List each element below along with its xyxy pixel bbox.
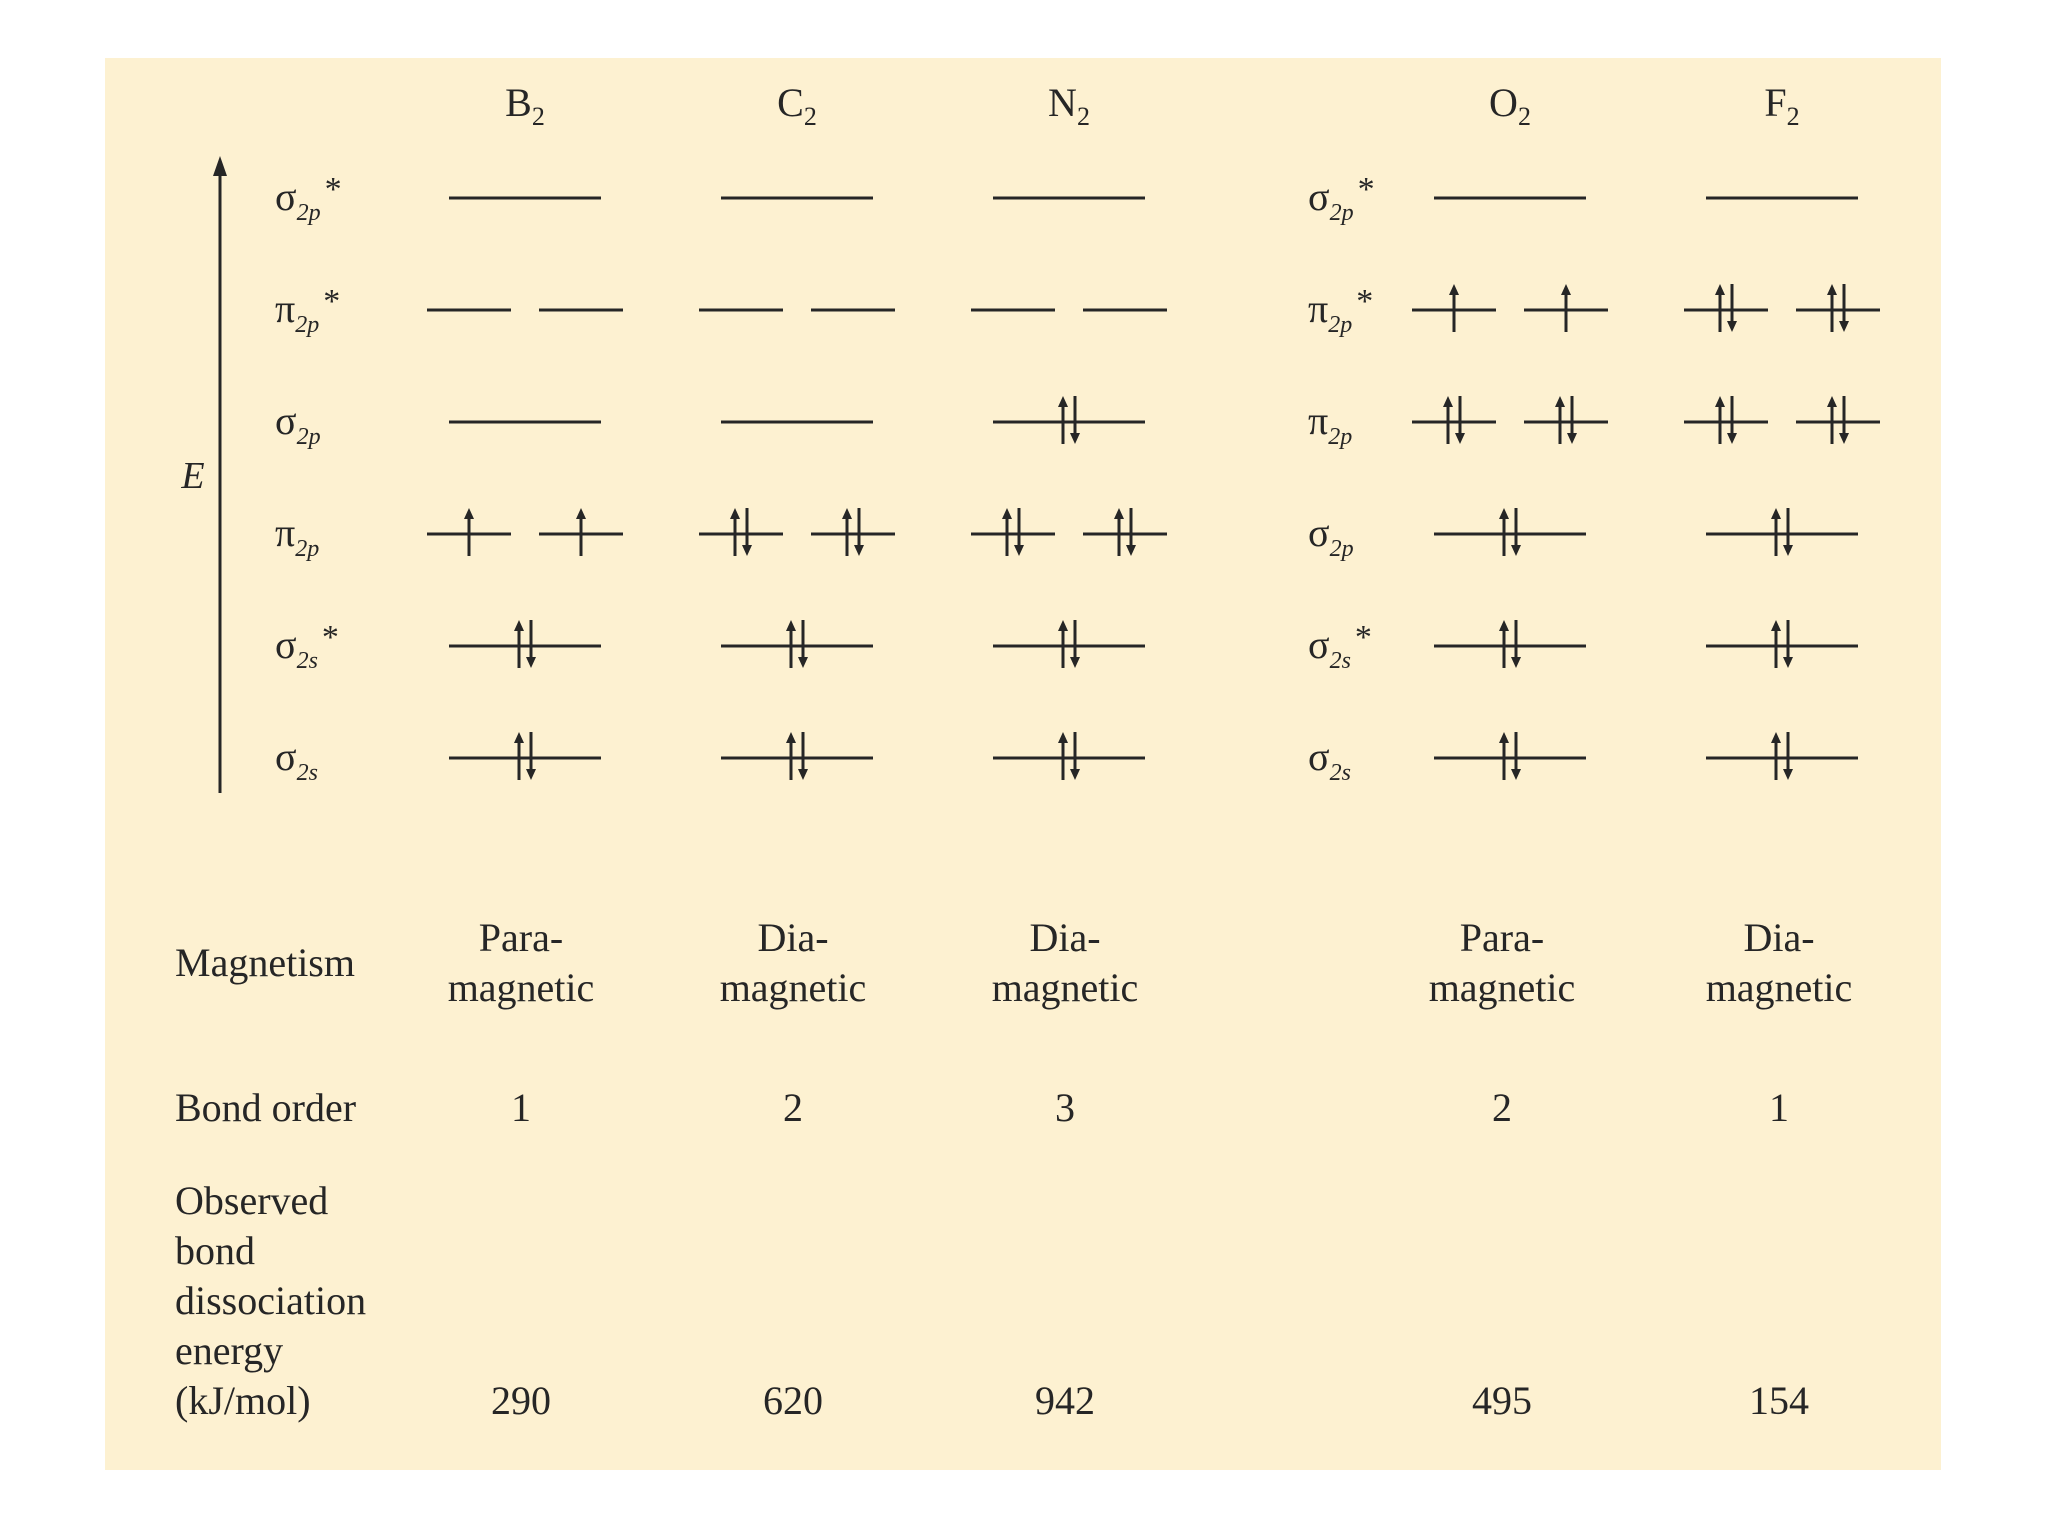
- orbital-f2-level-2-b-electron-up-head: [1827, 396, 1837, 407]
- magnetism-b2: Para- magnetic: [447, 915, 595, 1010]
- orbital-o2-level-4-electron-down-head: [1511, 657, 1521, 668]
- energy-axis-arrowhead: [213, 156, 227, 176]
- orbital-label-right-5: $\sigma_{2s}$: [1308, 734, 1351, 786]
- dissociation-energy-c2: 620: [763, 1378, 823, 1423]
- orbital-n2-level-3-a-electron-up-head: [1002, 508, 1012, 519]
- molecule-header-b2: $B_2$: [505, 80, 545, 131]
- orbital-o2-level-2-b-electron-up-head: [1555, 396, 1565, 407]
- orbital-o2-level-2-b-electron-down-head: [1567, 433, 1577, 444]
- orbital-o2-level-5-electron-up-head: [1499, 732, 1509, 743]
- orbital-label-left-5: $\sigma_{2s}$: [275, 734, 318, 786]
- orbital-f2-level-2-a-electron-down-head: [1727, 433, 1737, 444]
- orbital-f2-level-3-electron-down-head: [1783, 545, 1793, 556]
- orbital-n2-level-5-electron-down-head: [1070, 769, 1080, 780]
- molecule-header-o2: $O_2$: [1489, 80, 1531, 131]
- mo-energy-level-diagram: [105, 58, 1941, 878]
- orbital-label-left-0: $\sigma_{2p}^*$: [275, 171, 342, 226]
- orbital-label-right-4: $\sigma_{2s}^*$: [1308, 619, 1372, 674]
- orbital-n2-level-2-electron-down-head: [1070, 433, 1080, 444]
- orbital-o2-level-4-electron-up-head: [1499, 620, 1509, 631]
- orbital-c2-level-3-b-electron-up-head: [842, 508, 852, 519]
- orbital-n2-level-3-b-electron-up-head: [1114, 508, 1124, 519]
- orbital-f2-level-5-electron-down-head: [1783, 769, 1793, 780]
- molecule-header-n2: $N_2$: [1048, 80, 1090, 131]
- orbital-c2-level-3-b-electron-down-head: [854, 545, 864, 556]
- energy-axis-label: E: [181, 455, 205, 497]
- orbital-f2-level-1-b-electron-down-head: [1839, 321, 1849, 332]
- orbital-o2-level-3-electron-down-head: [1511, 545, 1521, 556]
- orbital-n2-level-3-a-electron-down-head: [1014, 545, 1024, 556]
- orbital-c2-level-5-electron-down-head: [798, 769, 808, 780]
- orbital-b2-level-5-electron-up-head: [514, 732, 524, 743]
- molecule-header-c2: $C_2$: [777, 80, 817, 131]
- dissociation-energy-f2: 154: [1749, 1378, 1809, 1423]
- orbital-n2-level-2-electron-up-head: [1058, 396, 1068, 407]
- orbital-c2-level-5-electron-up-head: [786, 732, 796, 743]
- bond-order-o2: 2: [1492, 1085, 1512, 1130]
- orbital-f2-level-1-b-electron-up-head: [1827, 284, 1837, 295]
- orbital-label-right-0: $\sigma_{2p}^*$: [1308, 171, 1375, 226]
- orbital-f2-level-5-electron-up-head: [1771, 732, 1781, 743]
- orbital-n2-level-5-electron-up-head: [1058, 732, 1068, 743]
- orbital-o2-level-1-b-electron-up-head: [1561, 284, 1571, 295]
- orbital-f2-level-2-a-electron-up-head: [1715, 396, 1725, 407]
- bond-order-b2: 1: [511, 1085, 531, 1130]
- dissociation-energy-b2: 290: [491, 1378, 551, 1423]
- orbital-f2-level-3-electron-up-head: [1771, 508, 1781, 519]
- magnetism-n2: Dia- magnetic: [991, 915, 1139, 1010]
- bond-order-f2: 1: [1769, 1085, 1789, 1130]
- bond-order-n2: 3: [1055, 1085, 1075, 1130]
- dissociation-energy-n2: 942: [1035, 1378, 1095, 1423]
- orbital-c2-level-4-electron-up-head: [786, 620, 796, 631]
- orbital-o2-level-3-electron-up-head: [1499, 508, 1509, 519]
- orbital-c2-level-4-electron-down-head: [798, 657, 808, 668]
- orbital-o2-level-1-a-electron-up-head: [1449, 284, 1459, 295]
- orbital-label-left-2: $\sigma_{2p}$: [275, 398, 321, 450]
- orbital-label-left-3: $\pi_{2p}$: [275, 510, 320, 562]
- orbital-b2-level-5-electron-down-head: [526, 769, 536, 780]
- orbital-label-left-4: $\sigma_{2s}^*$: [275, 619, 339, 674]
- molecule-header-f2: $F_2$: [1764, 80, 1800, 131]
- orbital-n2-level-4-electron-down-head: [1070, 657, 1080, 668]
- dissociation-energy-row-label: Observed bond dissociation energy (kJ/mol): [175, 1178, 367, 1423]
- orbital-n2-level-4-electron-up-head: [1058, 620, 1068, 631]
- orbital-label-right-2: $\pi_{2p}$: [1308, 398, 1353, 450]
- bond-order-row-label: Bond order: [175, 1085, 357, 1130]
- orbital-b2-level-4-electron-up-head: [514, 620, 524, 631]
- mo-diagram-panel: [105, 58, 1941, 1470]
- orbital-c2-level-3-a-electron-up-head: [730, 508, 740, 519]
- orbital-b2-level-3-a-electron-up-head: [464, 508, 474, 519]
- orbital-label-right-1: $\pi_{2p}^*$: [1308, 283, 1374, 338]
- orbital-o2-level-2-a-electron-down-head: [1455, 433, 1465, 444]
- orbital-o2-level-2-a-electron-up-head: [1443, 396, 1453, 407]
- orbital-label-left-1: $\pi_{2p}^*$: [275, 283, 341, 338]
- bond-order-c2: 2: [783, 1085, 803, 1130]
- magnetism-o2: Para- magnetic: [1428, 915, 1576, 1010]
- orbital-f2-level-4-electron-down-head: [1783, 657, 1793, 668]
- magnetism-c2: Dia- magnetic: [719, 915, 867, 1010]
- orbital-b2-level-4-electron-down-head: [526, 657, 536, 668]
- orbital-f2-level-2-b-electron-down-head: [1839, 433, 1849, 444]
- orbital-f2-level-1-a-electron-up-head: [1715, 284, 1725, 295]
- magnetism-f2: Dia- magnetic: [1705, 915, 1853, 1010]
- orbital-c2-level-3-a-electron-down-head: [742, 545, 752, 556]
- orbital-n2-level-3-b-electron-down-head: [1126, 545, 1136, 556]
- orbital-b2-level-3-b-electron-up-head: [576, 508, 586, 519]
- orbital-f2-level-4-electron-up-head: [1771, 620, 1781, 631]
- orbital-label-right-3: $\sigma_{2p}$: [1308, 510, 1354, 562]
- magnetism-row-label: Magnetism: [175, 940, 355, 985]
- orbital-f2-level-1-a-electron-down-head: [1727, 321, 1737, 332]
- dissociation-energy-o2: 495: [1472, 1378, 1532, 1423]
- orbital-o2-level-5-electron-down-head: [1511, 769, 1521, 780]
